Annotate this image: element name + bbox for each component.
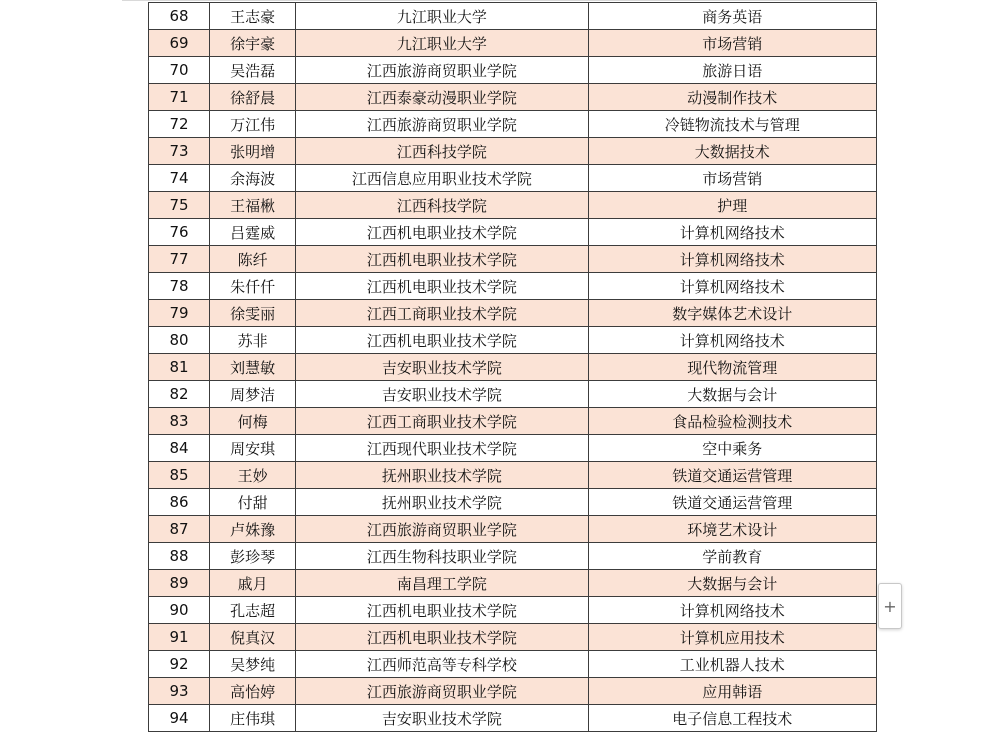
- major-cell[interactable]: 计算机网络技术: [588, 219, 876, 246]
- major-cell[interactable]: 大数据与会计: [588, 381, 876, 408]
- school-cell[interactable]: 九江职业大学: [296, 3, 588, 30]
- row-number-cell[interactable]: 94: [149, 705, 210, 732]
- table-row: [149, 165, 877, 192]
- major-cell[interactable]: 应用韩语: [588, 678, 876, 705]
- name-cell[interactable]: 苏非: [210, 327, 296, 354]
- name-cell[interactable]: 徐雯丽: [210, 300, 296, 327]
- school-cell[interactable]: 江西机电职业技术学院: [296, 624, 588, 651]
- row-number-cell[interactable]: 87: [149, 516, 210, 543]
- name-cell[interactable]: 徐宇豪: [210, 30, 296, 57]
- row-number-cell[interactable]: 73: [149, 138, 210, 165]
- name-cell[interactable]: 吴梦纯: [210, 651, 296, 678]
- table-row: [149, 597, 877, 624]
- major-cell[interactable]: 铁道交通运营管理: [588, 489, 876, 516]
- school-cell[interactable]: 抚州职业技术学院: [296, 489, 588, 516]
- major-cell[interactable]: 大数据与会计: [588, 570, 876, 597]
- name-cell[interactable]: 刘慧敏: [210, 354, 296, 381]
- name-cell[interactable]: 付甜: [210, 489, 296, 516]
- major-cell[interactable]: 计算机网络技术: [588, 246, 876, 273]
- school-cell[interactable]: 江西信息应用职业技术学院: [296, 165, 588, 192]
- school-cell[interactable]: 九江职业大学: [296, 30, 588, 57]
- table-row: [149, 246, 877, 273]
- major-cell[interactable]: 计算机网络技术: [588, 327, 876, 354]
- row-number-cell[interactable]: 75: [149, 192, 210, 219]
- row-number-cell[interactable]: 81: [149, 354, 210, 381]
- school-cell[interactable]: 江西现代职业技术学院: [296, 435, 588, 462]
- row-number-cell[interactable]: 77: [149, 246, 210, 273]
- row-number-cell[interactable]: 69: [149, 30, 210, 57]
- row-number-cell[interactable]: 70: [149, 57, 210, 84]
- table-row: [149, 651, 877, 678]
- major-cell[interactable]: 计算机网络技术: [588, 273, 876, 300]
- table-row: [149, 327, 877, 354]
- table-row: [149, 300, 877, 327]
- school-cell[interactable]: 江西工商职业技术学院: [296, 408, 588, 435]
- school-cell[interactable]: 吉安职业技术学院: [296, 705, 588, 732]
- row-number-cell[interactable]: 86: [149, 489, 210, 516]
- major-cell[interactable]: 大数据技术: [588, 138, 876, 165]
- name-cell[interactable]: 万江伟: [210, 111, 296, 138]
- name-cell[interactable]: 陈纤: [210, 246, 296, 273]
- student-table: [148, 2, 877, 732]
- row-number-cell[interactable]: 83: [149, 408, 210, 435]
- table-row: [149, 678, 877, 705]
- table-row: [149, 57, 877, 84]
- major-cell[interactable]: 食品检验检测技术: [588, 408, 876, 435]
- major-cell[interactable]: 铁道交通运营管理: [588, 462, 876, 489]
- page-top-border: [122, 0, 877, 1]
- school-cell[interactable]: 南昌理工学院: [296, 570, 588, 597]
- row-number-cell[interactable]: 85: [149, 462, 210, 489]
- school-cell[interactable]: 抚州职业技术学院: [296, 462, 588, 489]
- row-number-cell[interactable]: 93: [149, 678, 210, 705]
- school-cell[interactable]: 江西旅游商贸职业学院: [296, 111, 588, 138]
- name-cell[interactable]: 戚月: [210, 570, 296, 597]
- table-row: [149, 192, 877, 219]
- table-body: [149, 3, 877, 732]
- row-number-cell[interactable]: 71: [149, 84, 210, 111]
- name-cell[interactable]: 王妙: [210, 462, 296, 489]
- school-cell[interactable]: 江西机电职业技术学院: [296, 597, 588, 624]
- table-row: [149, 543, 877, 570]
- table-row: [149, 462, 877, 489]
- row-number-cell[interactable]: 90: [149, 597, 210, 624]
- major-cell[interactable]: 市场营销: [588, 30, 876, 57]
- name-cell[interactable]: 余海波: [210, 165, 296, 192]
- row-number-cell[interactable]: 88: [149, 543, 210, 570]
- school-cell[interactable]: 吉安职业技术学院: [296, 381, 588, 408]
- school-cell[interactable]: 江西工商职业技术学院: [296, 300, 588, 327]
- name-cell[interactable]: 周安琪: [210, 435, 296, 462]
- major-cell[interactable]: 现代物流管理: [588, 354, 876, 381]
- name-cell[interactable]: 彭珍琴: [210, 543, 296, 570]
- name-cell[interactable]: 王福楸: [210, 192, 296, 219]
- row-number-cell[interactable]: 76: [149, 219, 210, 246]
- table-row: [149, 3, 877, 30]
- row-number-cell[interactable]: 89: [149, 570, 210, 597]
- major-cell[interactable]: 空中乘务: [588, 435, 876, 462]
- table-row: [149, 435, 877, 462]
- table-row: [149, 705, 877, 732]
- school-cell[interactable]: 江西师范高等专科学校: [296, 651, 588, 678]
- school-cell[interactable]: 江西机电职业技术学院: [296, 219, 588, 246]
- major-cell[interactable]: 计算机应用技术: [588, 624, 876, 651]
- add-row-button[interactable]: [878, 583, 902, 629]
- name-cell[interactable]: 高怡婷: [210, 678, 296, 705]
- table-row: [149, 489, 877, 516]
- plus-icon: +: [883, 596, 897, 616]
- table-row: [149, 624, 877, 651]
- document-table-area: [148, 2, 877, 732]
- school-cell[interactable]: 江西科技学院: [296, 138, 588, 165]
- major-cell[interactable]: 数字媒体艺术设计: [588, 300, 876, 327]
- name-cell[interactable]: 吕霆威: [210, 219, 296, 246]
- name-cell[interactable]: 徐舒晨: [210, 84, 296, 111]
- table-row: [149, 381, 877, 408]
- row-number-cell[interactable]: 84: [149, 435, 210, 462]
- school-cell[interactable]: 江西科技学院: [296, 192, 588, 219]
- name-cell[interactable]: 何梅: [210, 408, 296, 435]
- name-cell[interactable]: 张明增: [210, 138, 296, 165]
- table-row: [149, 30, 877, 57]
- row-number-cell[interactable]: 91: [149, 624, 210, 651]
- school-cell[interactable]: 江西旅游商贸职业学院: [296, 678, 588, 705]
- name-cell[interactable]: 周梦洁: [210, 381, 296, 408]
- row-number-cell[interactable]: 68: [149, 3, 210, 30]
- name-cell[interactable]: 王志豪: [210, 3, 296, 30]
- major-cell[interactable]: 计算机网络技术: [588, 597, 876, 624]
- major-cell[interactable]: 护理: [588, 192, 876, 219]
- major-cell[interactable]: 商务英语: [588, 3, 876, 30]
- row-number-cell[interactable]: 78: [149, 273, 210, 300]
- name-cell[interactable]: 倪真汉: [210, 624, 296, 651]
- name-cell[interactable]: 庄伟琪: [210, 705, 296, 732]
- major-cell[interactable]: 冷链物流技术与管理: [588, 111, 876, 138]
- school-cell[interactable]: 江西旅游商贸职业学院: [296, 57, 588, 84]
- major-cell[interactable]: 旅游日语: [588, 57, 876, 84]
- row-number-cell[interactable]: 80: [149, 327, 210, 354]
- table-row: [149, 111, 877, 138]
- name-cell[interactable]: 孔志超: [210, 597, 296, 624]
- major-cell[interactable]: 环境艺术设计: [588, 516, 876, 543]
- school-cell[interactable]: 江西旅游商贸职业学院: [296, 516, 588, 543]
- major-cell[interactable]: 电子信息工程技术: [588, 705, 876, 732]
- row-number-cell[interactable]: 72: [149, 111, 210, 138]
- major-cell[interactable]: 工业机器人技术: [588, 651, 876, 678]
- major-cell[interactable]: 学前教育: [588, 543, 876, 570]
- name-cell[interactable]: 吴浩磊: [210, 57, 296, 84]
- name-cell[interactable]: 朱仟仟: [210, 273, 296, 300]
- name-cell[interactable]: 卢姝豫: [210, 516, 296, 543]
- table-row: [149, 138, 877, 165]
- table-row: [149, 84, 877, 111]
- school-cell[interactable]: 江西泰豪动漫职业学院: [296, 84, 588, 111]
- row-number-cell[interactable]: 74: [149, 165, 210, 192]
- row-number-cell[interactable]: 92: [149, 651, 210, 678]
- row-number-cell[interactable]: 82: [149, 381, 210, 408]
- school-cell[interactable]: 吉安职业技术学院: [296, 354, 588, 381]
- table-row: [149, 516, 877, 543]
- school-cell[interactable]: 江西生物科技职业学院: [296, 543, 588, 570]
- school-cell[interactable]: 江西机电职业技术学院: [296, 246, 588, 273]
- table-row: [149, 273, 877, 300]
- school-cell[interactable]: 江西机电职业技术学院: [296, 327, 588, 354]
- table-row: [149, 354, 877, 381]
- major-cell[interactable]: 市场营销: [588, 165, 876, 192]
- table-row: [149, 219, 877, 246]
- school-cell[interactable]: 江西机电职业技术学院: [296, 273, 588, 300]
- major-cell[interactable]: 动漫制作技术: [588, 84, 876, 111]
- table-row: [149, 570, 877, 597]
- table-row: [149, 408, 877, 435]
- row-number-cell[interactable]: 79: [149, 300, 210, 327]
